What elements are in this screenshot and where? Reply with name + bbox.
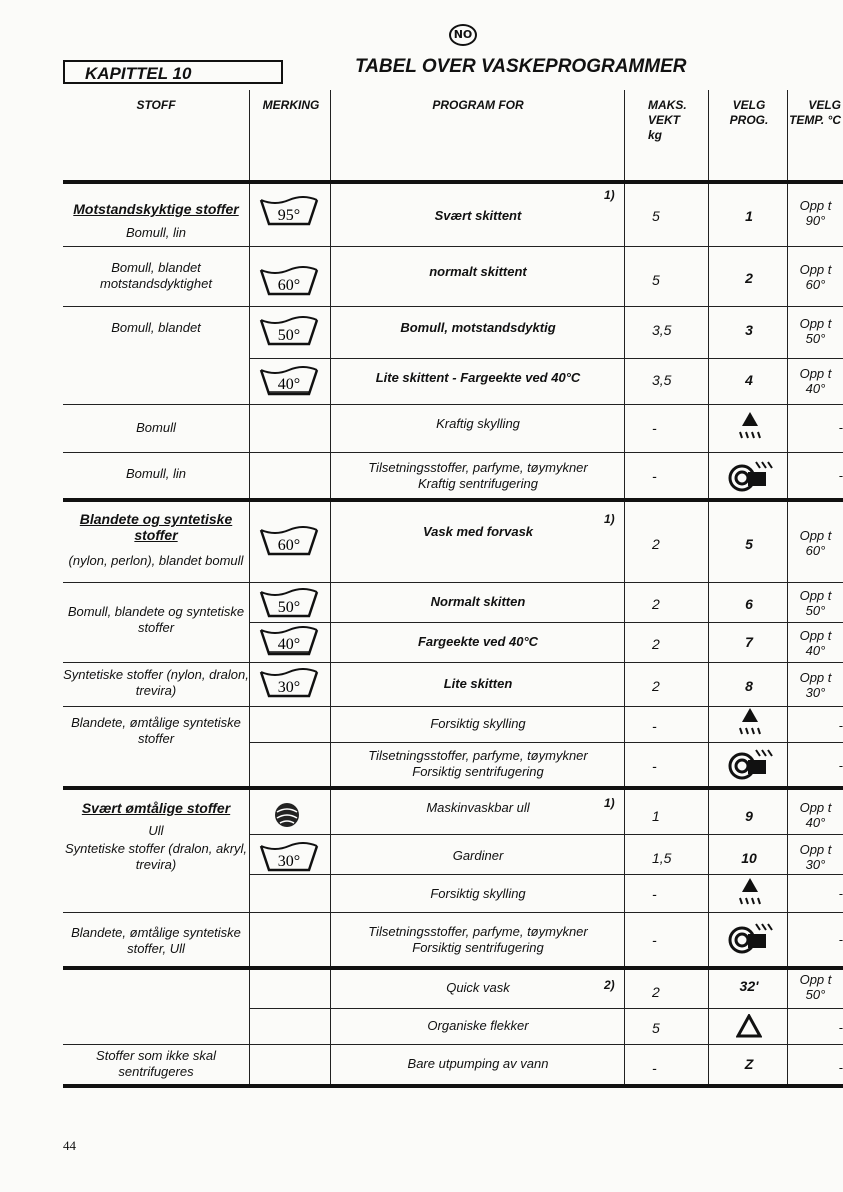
program-number: 6 bbox=[745, 596, 753, 612]
max-weight-cell: 2 bbox=[652, 636, 660, 652]
section-rule bbox=[63, 786, 843, 790]
temperature-cell: - bbox=[838, 932, 843, 947]
max-weight-cell: 2 bbox=[652, 536, 660, 552]
row-rule bbox=[63, 706, 843, 707]
row-rule bbox=[63, 246, 843, 247]
temperature-cell: Opp t 50° bbox=[799, 972, 832, 1002]
temperature-cell: Opp t 50° bbox=[799, 588, 832, 618]
row-rule bbox=[63, 1044, 843, 1045]
program-cell: Tilsetningsstoffer, parfyme, tøymykner Forsiktig sentrifugering bbox=[368, 748, 588, 779]
max-weight-cell: 1,5 bbox=[652, 850, 672, 866]
temperature-cell: Opp t 60° bbox=[799, 262, 832, 292]
max-weight-cell: - bbox=[652, 886, 657, 902]
max-weight-cell: - bbox=[652, 1060, 657, 1076]
max-weight-cell: - bbox=[652, 468, 657, 484]
max-weight-cell: 3,5 bbox=[652, 322, 672, 338]
program-cell: Maskinvaskbar ull bbox=[426, 800, 530, 815]
max-weight-cell: 5 bbox=[652, 272, 660, 288]
program-cell: Bomull, motstandsdyktig bbox=[400, 320, 556, 335]
row-rule bbox=[63, 662, 843, 663]
program-cell: Kraftig skylling bbox=[436, 416, 520, 431]
section-rule bbox=[63, 966, 843, 970]
max-weight-cell: 3,5 bbox=[652, 372, 672, 388]
program-number: 7 bbox=[745, 634, 753, 650]
program-number: 10 bbox=[741, 850, 757, 866]
program-number: Z bbox=[744, 1056, 754, 1072]
program-cell: Normalt skitten bbox=[430, 594, 526, 609]
section-rule bbox=[63, 1084, 843, 1088]
footnote-marker: 1) bbox=[604, 512, 615, 526]
section-heading: Svært ømtålige stoffer bbox=[81, 800, 231, 816]
temperature-cell: - bbox=[838, 758, 843, 773]
col-divider bbox=[330, 90, 331, 1086]
temperature-cell: - bbox=[838, 718, 843, 733]
row-rule bbox=[249, 1008, 843, 1009]
program-cell: Fargeekte ved 40°C bbox=[417, 634, 539, 649]
fabric-cell: Stoffer som ikke skal sentrifugeres bbox=[96, 1048, 216, 1079]
care-temp-label: 40° bbox=[277, 636, 301, 653]
section-heading: Motstandskyktige stoffer bbox=[73, 201, 239, 217]
fabric-cell: Blandete, ømtålige syntetiske stoffer, Ull bbox=[71, 925, 241, 956]
temperature-cell: Opp t 30° bbox=[799, 670, 832, 700]
program-cell: Tilsetningsstoffer, parfyme, tøymykner Forsiktig sentrifugering bbox=[368, 924, 588, 955]
max-weight-cell: 2 bbox=[652, 678, 660, 694]
header-velg-prog: VELG PROG. bbox=[729, 98, 769, 127]
row-rule bbox=[63, 912, 843, 913]
temperature-cell: - bbox=[838, 886, 843, 901]
header-program: PROGRAM FOR bbox=[432, 98, 524, 112]
row-rule bbox=[63, 582, 843, 583]
care-temp-label: 50° bbox=[277, 327, 301, 344]
header-stoff: STOFF bbox=[136, 98, 176, 112]
care-temp-label: 60° bbox=[277, 537, 301, 554]
program-number: 1 bbox=[745, 208, 753, 224]
program-number: 9 bbox=[745, 808, 753, 824]
row-rule bbox=[249, 358, 843, 359]
section-rule bbox=[63, 180, 843, 184]
program-cell: Bare utpumping av vann bbox=[407, 1056, 549, 1071]
max-weight-cell: - bbox=[652, 420, 657, 436]
col-divider bbox=[624, 90, 625, 1086]
fabric-cell: Syntetiske stoffer (dralon, akryl, trevira) bbox=[64, 841, 248, 872]
program-cell: Lite skitten bbox=[443, 676, 513, 691]
max-weight-cell: 2 bbox=[652, 984, 660, 1000]
temperature-cell: Opp t 40° bbox=[799, 800, 832, 830]
row-rule bbox=[249, 742, 843, 743]
temperature-cell: Opp t 50° bbox=[799, 316, 832, 346]
table-title: TABEL OVER VASKEPROGRAMMER bbox=[355, 56, 687, 77]
program-cell: Lite skittent - Fargeekte ved 40°C bbox=[375, 370, 581, 385]
program-number: 3 bbox=[745, 322, 753, 338]
max-weight-cell: 2 bbox=[652, 596, 660, 612]
row-rule bbox=[249, 834, 843, 835]
temperature-cell: Opp t 60° bbox=[799, 528, 832, 558]
fabric-cell: Bomull, lin bbox=[126, 225, 186, 240]
fabric-cell: Ull bbox=[148, 823, 164, 838]
temperature-cell: - bbox=[838, 420, 843, 435]
temperature-cell: Opp t 40° bbox=[799, 628, 832, 658]
care-temp-label: 30° bbox=[277, 853, 301, 870]
program-cell: Forsiktig skylling bbox=[430, 886, 526, 901]
fabric-cell: Bomull, blandet motstandsdyktighet bbox=[99, 260, 212, 291]
temperature-cell: - bbox=[838, 1060, 843, 1075]
chapter-label: KAPITTEL 10 bbox=[63, 60, 283, 84]
program-number: 8 bbox=[745, 678, 753, 694]
program-cell: Svært skittent bbox=[434, 208, 522, 223]
fabric-cell: Bomull bbox=[136, 420, 176, 435]
footnote-marker: 1) bbox=[604, 188, 615, 202]
page-number: 44 bbox=[63, 1138, 76, 1153]
row-rule bbox=[63, 404, 843, 405]
program-number: 5 bbox=[745, 536, 753, 552]
program-cell: Gardiner bbox=[452, 848, 504, 863]
care-temp-label: 60° bbox=[277, 277, 301, 294]
care-temp-label: 40° bbox=[277, 376, 301, 393]
footnote-marker: 2) bbox=[604, 978, 615, 992]
fabric-cell: Blandete, ømtålige syntetiske stoffer bbox=[71, 715, 241, 746]
care-temp-label: 50° bbox=[277, 599, 301, 616]
col-divider bbox=[708, 90, 709, 1086]
temperature-cell: Opp t 30° bbox=[799, 842, 832, 872]
row-rule bbox=[63, 306, 843, 307]
fabric-cell: Syntetiske stoffer (nylon, dralon, trevira) bbox=[63, 667, 249, 698]
language-badge: NO bbox=[449, 24, 477, 46]
fabric-cell: (nylon, perlon), blandet bomull bbox=[68, 553, 244, 568]
col-divider bbox=[249, 90, 250, 1086]
fabric-cell: Bomull, blandete og syntetiske stoffer bbox=[67, 604, 245, 635]
max-weight-cell: - bbox=[652, 758, 657, 774]
fabric-cell: Bomull, blandet bbox=[111, 320, 201, 335]
program-number: 4 bbox=[745, 372, 753, 388]
header-merking: MERKING bbox=[262, 98, 320, 112]
temperature-cell: Opp t 90° bbox=[799, 198, 832, 228]
temperature-cell: Opp t 40° bbox=[799, 366, 832, 396]
footnote-marker: 1) bbox=[604, 796, 615, 810]
fabric-cell: Bomull, lin bbox=[126, 466, 186, 481]
max-weight-cell: - bbox=[652, 718, 657, 734]
row-rule bbox=[249, 622, 843, 623]
program-cell: Tilsetningsstoffer, parfyme, tøymykner Kraftig sentrifugering bbox=[368, 460, 588, 491]
program-number: 32' bbox=[739, 978, 759, 994]
care-temp-label: 95° bbox=[277, 207, 301, 224]
program-number: 2 bbox=[745, 270, 753, 286]
row-rule bbox=[63, 452, 843, 453]
program-cell: normalt skittent bbox=[429, 264, 527, 279]
max-weight-cell: - bbox=[652, 932, 657, 948]
program-cell: Organiske flekker bbox=[427, 1018, 529, 1033]
care-temp-label: 30° bbox=[277, 679, 301, 696]
temperature-cell: - bbox=[838, 1020, 843, 1035]
program-cell: Vask med forvask bbox=[422, 524, 534, 539]
header-maks: MAKS. VEKT kg bbox=[648, 98, 687, 142]
program-cell: Quick vask bbox=[446, 980, 510, 995]
max-weight-cell: 5 bbox=[652, 208, 660, 224]
max-weight-cell: 5 bbox=[652, 1020, 660, 1036]
max-weight-cell: 1 bbox=[652, 808, 660, 824]
section-rule bbox=[63, 498, 843, 502]
section-heading: Blandete og syntetiske stoffer bbox=[79, 511, 233, 543]
temperature-cell: - bbox=[838, 468, 843, 483]
program-cell: Forsiktig skylling bbox=[430, 716, 526, 731]
header-velg-temp: VELG TEMP. °C bbox=[789, 98, 841, 127]
row-rule bbox=[249, 874, 843, 875]
